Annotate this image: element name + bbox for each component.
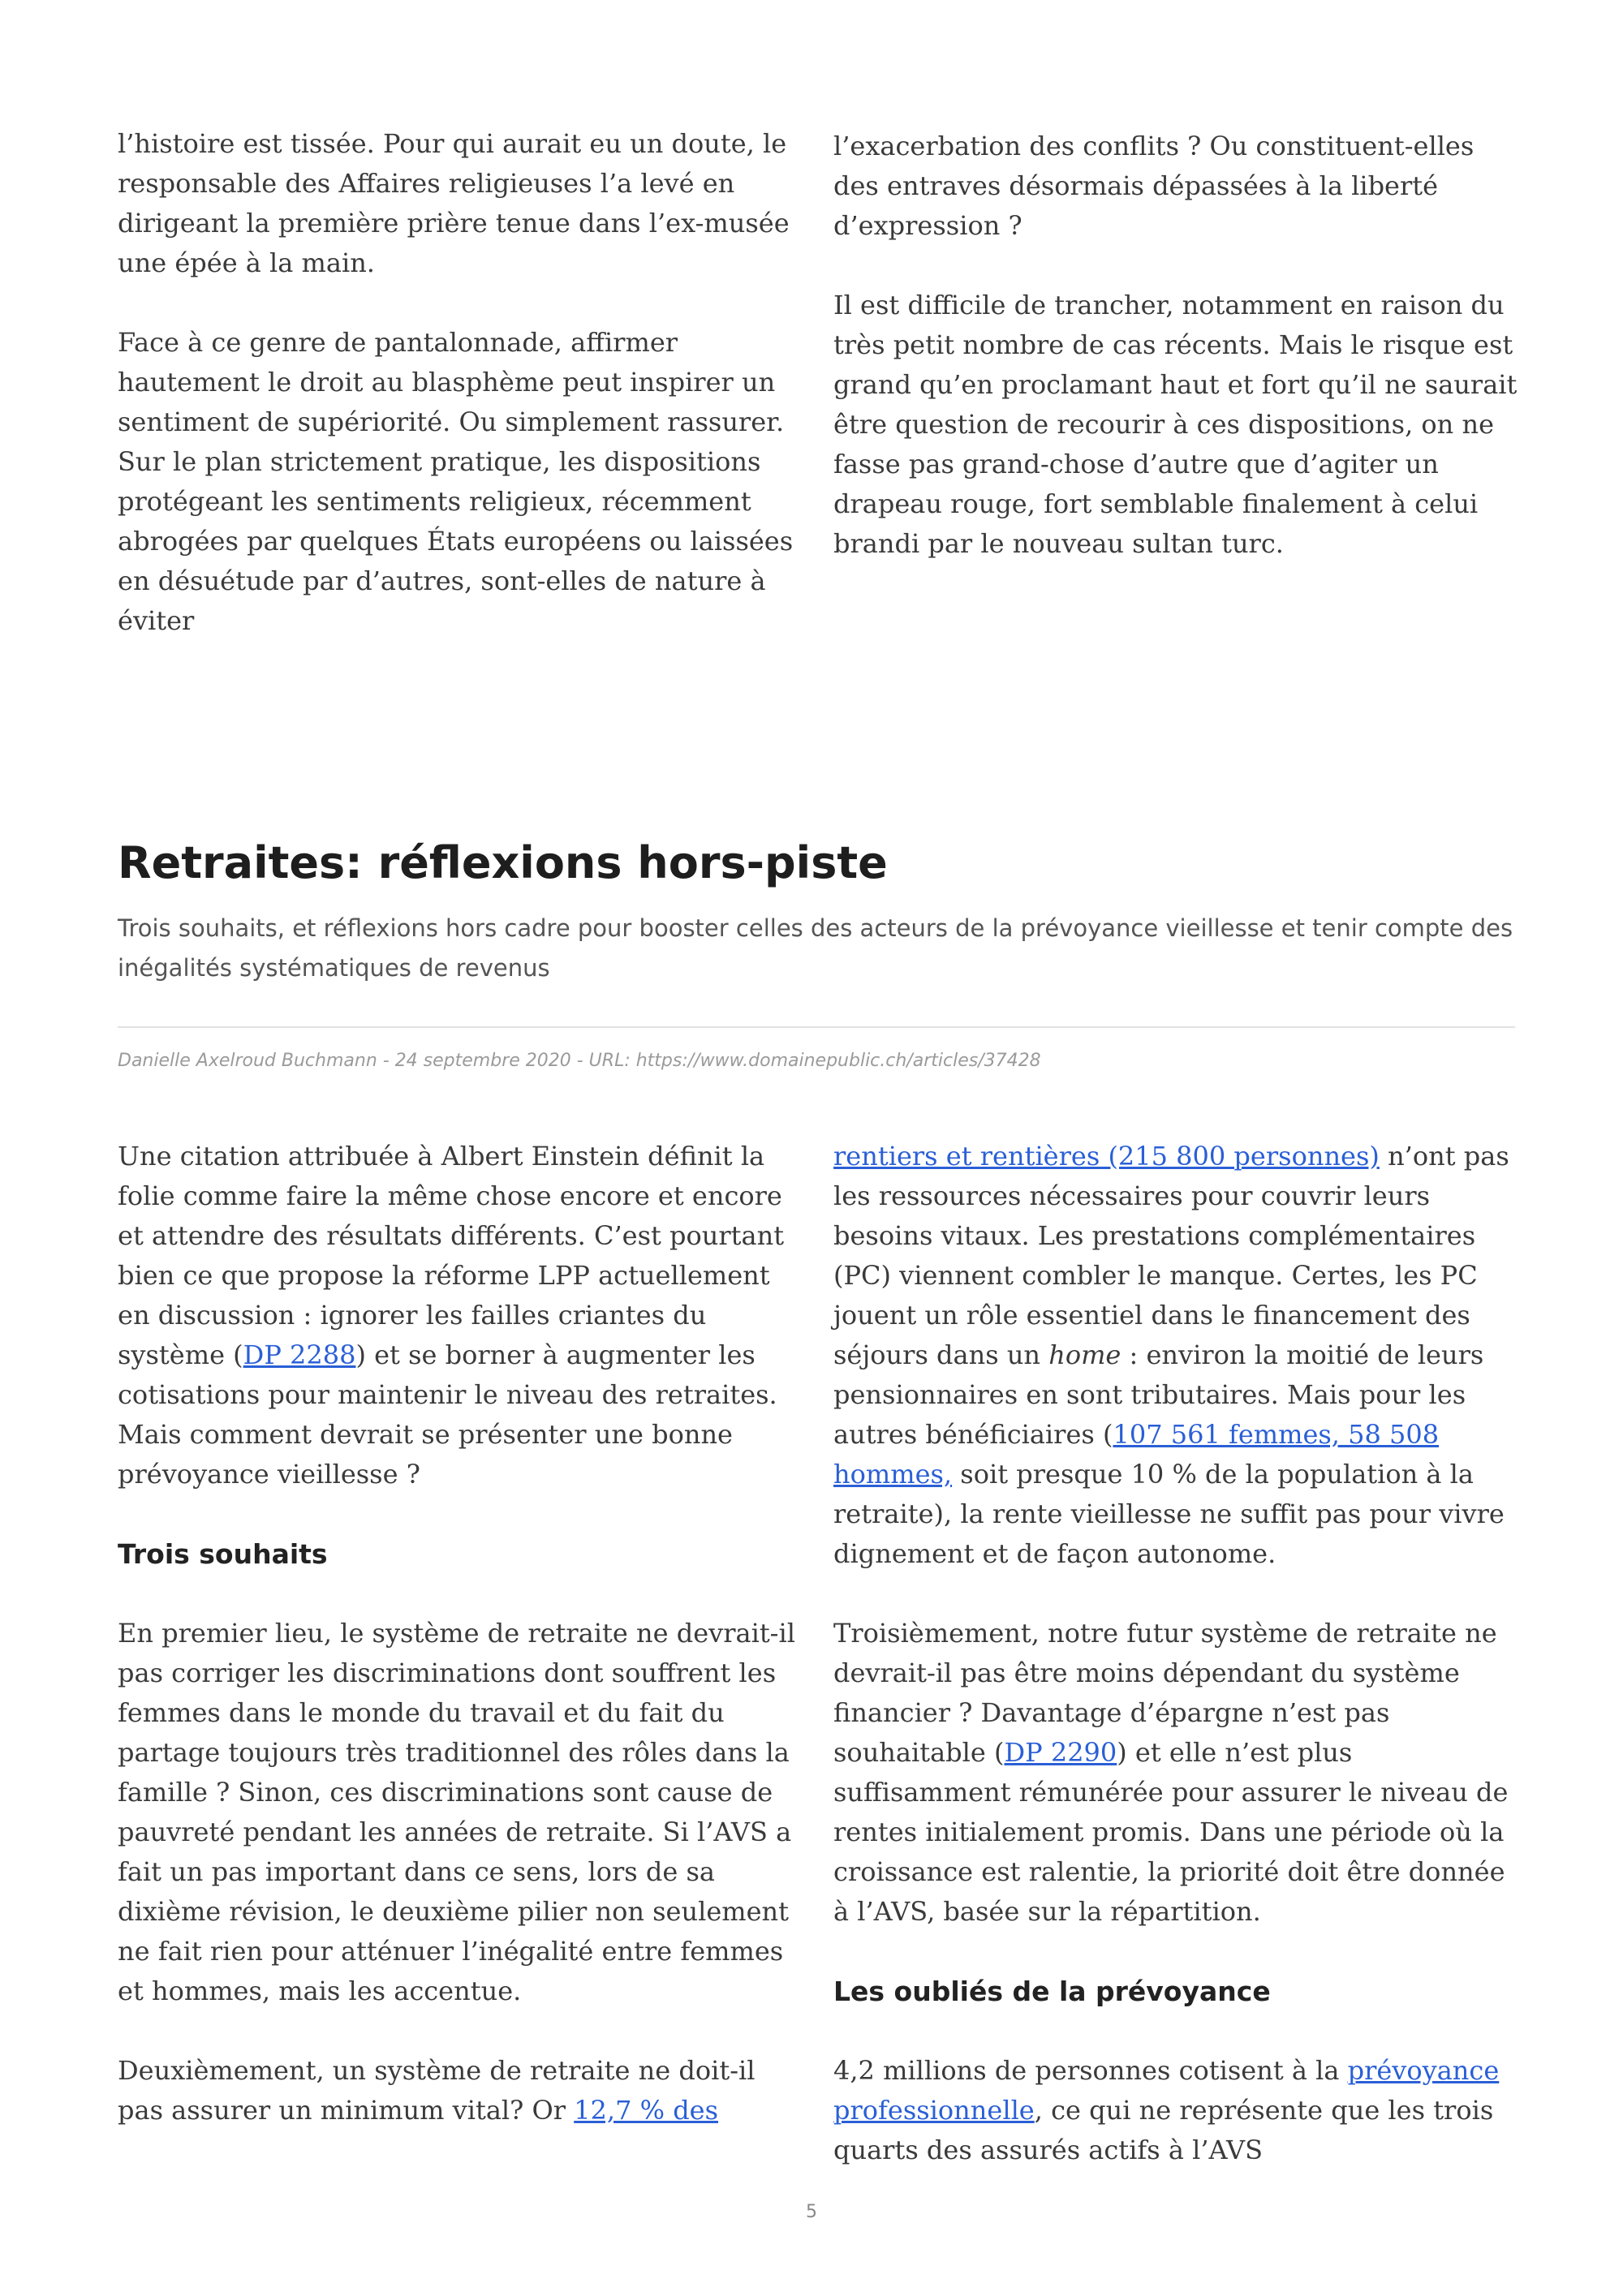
souhait-2-continued-paragraph — [833, 1137, 1518, 1574]
oublies-text: 4,2 millions de personnes cotisent à la — [833, 2055, 1348, 2086]
previous-article-right-column — [833, 127, 1518, 564]
oublies-text: , ce qui ne représente que les trois quarts des assurés actifs à l’AVS — [833, 2095, 1494, 2165]
article-byline: Danielle Axelroud Buchmann - 24 septembre 2020 - URL: https://www.domainepublic.ch/articles/37428 — [118, 1051, 1041, 1071]
previous-article-paragraph: Face à ce genre de pantalonnade, affirmer hautement le droit au blasphème peut inspirer un sentiment de supériorité. Ou simplement rassurer. Sur le plan strictement pratique, les dispositions protégeant les sentiments religieux, récemment abrogées par quelques États européens ou laissées en désuétude par d’autres, sont-elles de nature à éviter — [118, 327, 794, 636]
article-title: Retraites: réflexions hors-piste — [118, 837, 888, 888]
rentiers-stat-link[interactable]: 12,7 % des — [574, 2095, 719, 2126]
article-subtitle: Trois souhaits, et réflexions hors cadre pour booster celles des acteurs de la prévoyance vieillesse et tenir compte des inégalités systématiques de revenus — [118, 914, 1513, 982]
dp-2288-link[interactable]: DP 2288 — [243, 1339, 356, 1370]
souhait-3-text: Troisièmement, notre futur système de retraite ne devrait-il pas être moins dépendant du système financier ? Davantage d’épargne n’est pas souhaitable ( — [833, 1618, 1497, 1768]
prevoyance-professionnelle-link[interactable]: prévoyance professionnelle — [833, 2055, 1500, 2126]
souhait-2-continued-text: soit presque 10 % de la population à la retraite), la rente vieillesse ne suffit pas pour vivre dignement et de façon autonome. — [833, 1459, 1505, 1569]
header-divider — [118, 1026, 1515, 1028]
souhait-2-text: Deuxièmement, un système de retraite ne doit-il pas assurer un minimum vital? Or — [118, 2055, 756, 2126]
rentiers-stat-link-continued[interactable]: rentiers et rentières (215 800 personnes) — [833, 1141, 1380, 1172]
section-heading-oublies: Les oubliés de la prévoyance — [833, 1976, 1271, 2007]
souhait-1-paragraph: En premier lieu, le système de retraite ne devrait-il pas corriger les discriminations dont souffrent les femmes dans le monde du travail et du fait du partage toujours très traditionnel des rôles dans la famille ? Sinon, ces discriminations sont cause de pauvreté pendant les années de retraite. Si l’AVS a fait un pas important dans ce sens, lors de sa dixième révision, le deuxième pilier non seulement ne fait rien pour atténuer l’inégalité entre femmes et hommes, mais les accentue. — [118, 1618, 795, 2006]
article-right-column — [833, 1137, 1518, 2170]
previous-article-paragraph: l’histoire est tissée. Pour qui aurait eu un doute, le responsable des Affaires religieuses l’a levé en dirigeant la première prière tenue dans l’ex-musée une épée à la main. — [118, 128, 790, 278]
souhait-2-paragraph — [118, 2051, 799, 2130]
souhait-3-paragraph — [833, 1614, 1518, 1932]
previous-article-paragraph: Il est difficile de trancher, notamment en raison du très petit nombre de cas récents. Mais le risque est grand qu’en proclamant haut et fort qu’il ne saurait être question de recourir à ces dispositions, on ne fasse pas grand-chose d’autre que d’agiter un drapeau rouge, fort semblable finalement à celui brandi par le nouveau sultan turc. — [833, 290, 1518, 559]
section-heading-trois-souhaits: Trois souhaits — [118, 1538, 328, 1570]
previous-article-left-column — [118, 124, 799, 641]
intro-text: Une citation attribuée à Albert Einstein définit la folie comme faire la même chose encore et encore et attendre des résultats différents. C’est pourtant bien ce que propose la réforme LPP actuellement en discussion : ignorer les failles criantes du système ( — [118, 1141, 785, 1370]
souhait-2-continued-text: n’ont pas les ressources nécessaires pour couvrir leurs besoins vitaux. Les prestations complémentaires (PC) viennent combler le manque. Certes, les PC jouent un rôle essentiel dans le financement des séjours dans un — [833, 1141, 1509, 1370]
article-left-column — [118, 1137, 799, 2130]
intro-paragraph — [118, 1137, 799, 1494]
page-number: 5 — [806, 2202, 817, 2222]
home-emphasis: home — [1048, 1339, 1121, 1370]
dp-2290-link[interactable]: DP 2290 — [1004, 1737, 1117, 1768]
souhait-3-text: ) et elle n’est plus suffisamment rémunérée pour assurer le niveau de rentes initialement promis. Dans une période où la croissance est ralentie, la priorité doit être donnée à l’AVS, basée sur la répartition. — [833, 1737, 1509, 1927]
beneficiaires-stat-link[interactable]: 107 561 femmes, 58 508 hommes, — [833, 1419, 1440, 1490]
oublies-paragraph — [833, 2051, 1518, 2170]
intro-text: ) et se borner à augmenter les cotisations pour maintenir le niveau des retraites. Mais comment devrait se présenter une bonne prévoyance vieillesse ? — [118, 1339, 777, 1490]
souhait-2-continued-text: : environ la moitié de leurs pensionnaires en sont tributaires. Mais pour les autres bénéficiaires ( — [833, 1339, 1484, 1450]
previous-article-paragraph: l’exacerbation des conflits ? Ou constituent-elles des entraves désormais dépassées à la liberté d’expression ? — [833, 131, 1474, 241]
